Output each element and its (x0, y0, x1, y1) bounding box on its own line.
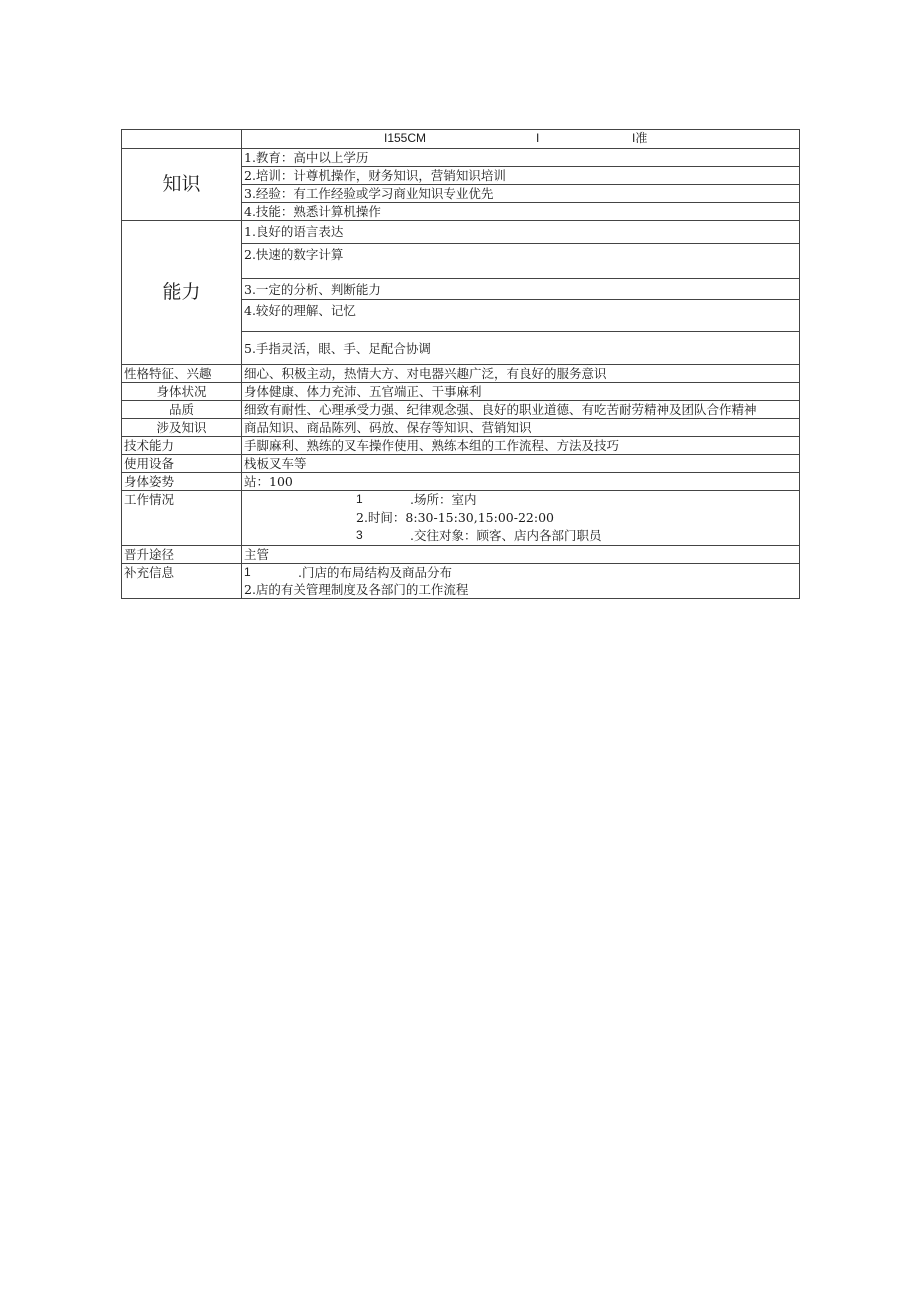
promotion-row (122, 546, 800, 564)
job-spec-table (121, 129, 800, 599)
quality-label: 品质 (122, 401, 242, 419)
work-line-3-text: .交往对象：顾客、店内各部门职员 (410, 528, 602, 543)
personality-row (122, 365, 800, 383)
ability-item: 2.快速的数字计算 (242, 244, 800, 279)
work-line-3 (244, 527, 797, 545)
equipment-label: 使用设备 (122, 455, 242, 473)
posture-value: 站：100 (242, 473, 800, 491)
supplement-value (242, 564, 800, 599)
work-value (242, 491, 800, 546)
header-text-a: I155CM (384, 131, 427, 145)
work-row (122, 491, 800, 546)
posture-label: 身体姿势 (122, 473, 242, 491)
personality-label: 性格特征、兴趣 (122, 365, 242, 383)
work-line-2 (244, 509, 797, 527)
promotion-label: 晋升途径 (122, 546, 242, 564)
work-line-3-num: 3 (356, 528, 363, 542)
supplement-label: 补充信息 (122, 564, 242, 599)
supplement-row (122, 564, 800, 599)
ability-row-1 (122, 221, 800, 244)
header-label-cell (122, 130, 242, 149)
work-line-1-num: 1 (356, 492, 363, 506)
quality-row (122, 401, 800, 419)
work-line-1 (244, 491, 797, 509)
related-knowledge-label: 涉及知识 (122, 419, 242, 437)
ability-item: 3.一定的分析、判断能力 (242, 279, 800, 300)
ability-item: 1.良好的语言表达 (242, 221, 800, 244)
work-line-2-text: 2.时间：8:30-15:30,15:00-22:00 (356, 510, 554, 525)
supplement-line-1 (244, 564, 797, 581)
posture-row (122, 473, 800, 491)
personality-value: 细心、积极主动，热情大方、对电器兴趣广泛，有良好的服务意识 (242, 365, 800, 383)
header-text-b: I (536, 131, 540, 145)
header-value-cell (242, 130, 800, 149)
header-row (122, 130, 800, 149)
equipment-row (122, 455, 800, 473)
supplement-line-1-num: 1 (244, 565, 251, 579)
knowledge-row-1 (122, 149, 800, 167)
related-knowledge-row (122, 419, 800, 437)
health-row (122, 383, 800, 401)
quality-value: 细致有耐性、心理承受力强、纪律观念强、良好的职业道德、有吃苦耐劳精神及团队合作精神 (242, 401, 800, 419)
knowledge-label: 知识 (122, 149, 242, 221)
knowledge-item: 3.经验：有工作经验或学习商业知识专业优先 (242, 185, 800, 203)
health-label: 身体状况 (122, 383, 242, 401)
equipment-value: 栈板叉车等 (242, 455, 800, 473)
supplement-line-1-text: .门店的布局结构及商品分布 (298, 565, 452, 580)
related-knowledge-value: 商品知识、商品陈列、码放、保存等知识、营销知识 (242, 419, 800, 437)
work-label: 工作情况 (122, 491, 242, 546)
ability-label: 能力 (122, 221, 242, 365)
skill-row (122, 437, 800, 455)
knowledge-item: 4.技能：熟悉计算机操作 (242, 203, 800, 221)
knowledge-item: 2.培训：计尊机操作，财务知识，营销知识培训 (242, 167, 800, 185)
skill-value: 手脚麻利、熟练的叉车操作使用、熟练本组的工作流程、方法及技巧 (242, 437, 800, 455)
ability-item: 5.手指灵活，眼、手、足配合协调 (242, 332, 800, 365)
work-line-1-text: .场所：室内 (410, 492, 477, 507)
supplement-line-2 (244, 581, 797, 598)
promotion-value: 主管 (242, 546, 800, 564)
health-value: 身体健康、体力充沛、五官端正、干事麻利 (242, 383, 800, 401)
knowledge-item: 1.教育：高中以上学历 (242, 149, 800, 167)
supplement-line-2-text: 2.店的有关管理制度及各部门的工作流程 (244, 582, 469, 597)
header-text-c: I准 (632, 131, 648, 145)
ability-item: 4.较好的理解、记忆 (242, 300, 800, 332)
skill-label: 技术能力 (122, 437, 242, 455)
